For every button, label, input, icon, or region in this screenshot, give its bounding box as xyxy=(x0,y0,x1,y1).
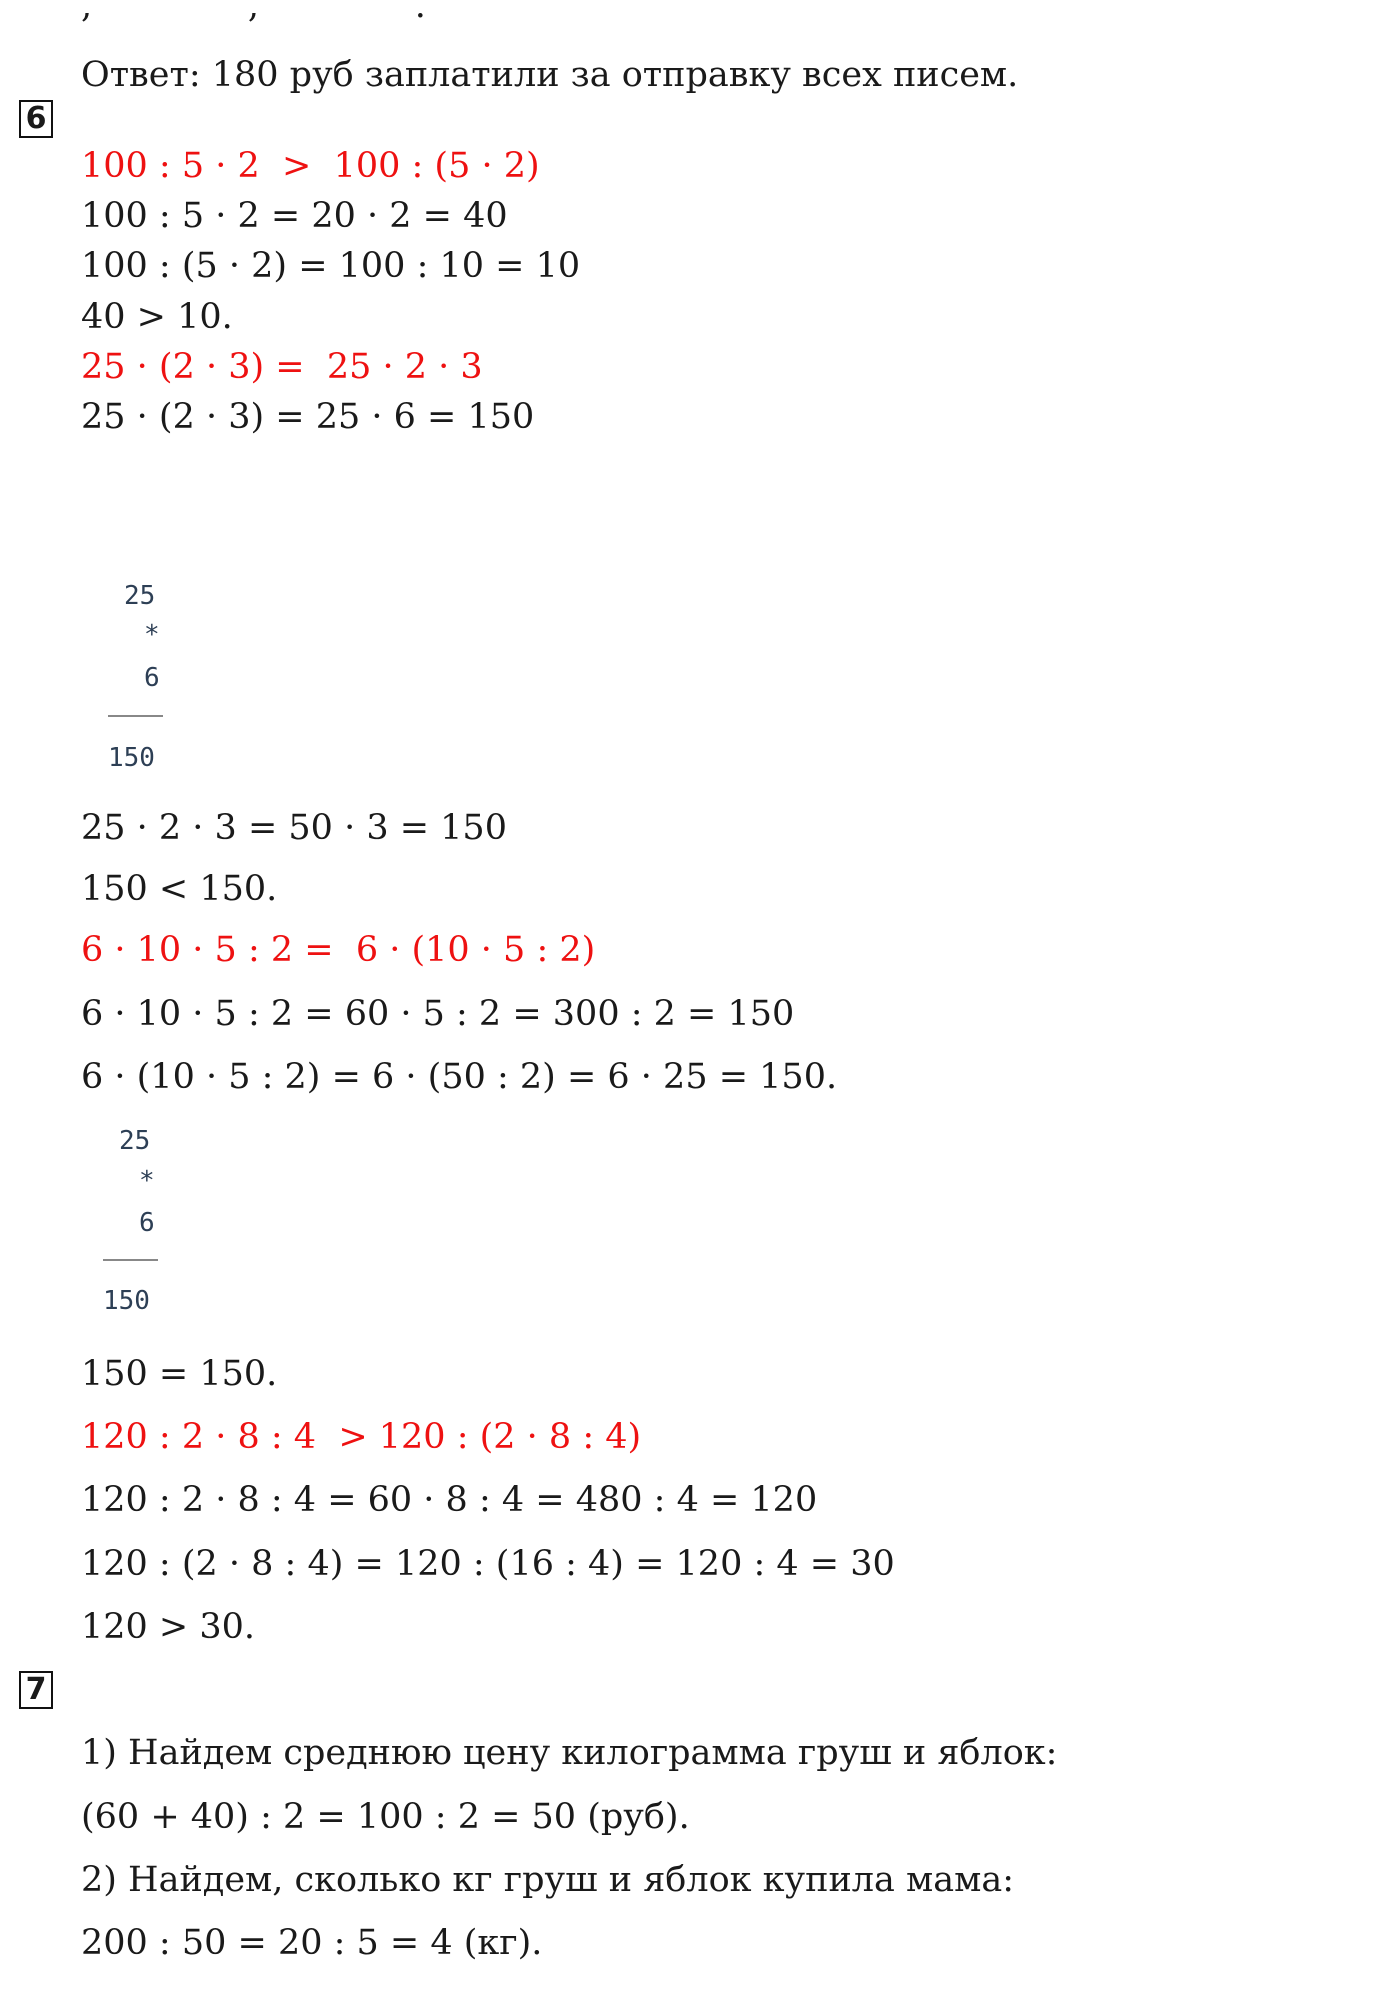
math-line: 120 > 30. xyxy=(81,1607,256,1647)
column-result: 150 xyxy=(103,1286,150,1316)
math-line: 100 : (5 · 2) = 100 : 10 = 10 xyxy=(81,246,581,286)
column-bottom-number: 6 xyxy=(144,663,160,693)
math-line: 120 : (2 · 8 : 4) = 120 : (16 : 4) = 120 : 4 = 30 xyxy=(81,1544,895,1584)
column-result: 150 xyxy=(108,743,155,773)
column-top-number: 25 xyxy=(124,581,156,611)
column-operator: * xyxy=(144,620,160,650)
math-line: 6 · 10 · 5 : 2 = 60 · 5 : 2 = 300 : 2 = 150 xyxy=(81,994,795,1034)
math-line: 120 : 2 · 8 : 4 = 60 · 8 : 4 = 480 : 4 = 120 xyxy=(81,1480,818,1520)
column-rule xyxy=(108,715,163,717)
column-rule xyxy=(103,1259,158,1261)
math-line: 200 : 50 = 20 : 5 = 4 (кг). xyxy=(81,1923,543,1963)
math-line: 150 < 150. xyxy=(81,869,278,909)
answer-line: Ответ: 180 руб заплатили за отправку всех писем. xyxy=(81,55,1019,95)
math-line: (60 + 40) : 2 = 100 : 2 = 50 (руб). xyxy=(81,1797,690,1837)
solution-step: 1) Найдем среднюю цену килограмма груш и яблок: xyxy=(81,1733,1058,1773)
task-number-6: 6 xyxy=(19,100,53,138)
task-number-7: 7 xyxy=(19,1671,53,1709)
comparison-red-2: 25 · (2 · 3) = 25 · 2 · 3 xyxy=(81,347,483,387)
math-line: 25 · (2 · 3) = 25 · 6 = 150 xyxy=(81,397,535,437)
math-line: 100 : 5 · 2 = 20 · 2 = 40 xyxy=(81,196,508,236)
comparison-red-4: 120 : 2 · 8 : 4 > 120 : (2 · 8 : 4) xyxy=(81,1417,642,1457)
math-line: 150 = 150. xyxy=(81,1354,278,1394)
column-operator: * xyxy=(139,1166,155,1196)
column-top-number: 25 xyxy=(119,1126,151,1156)
solution-step: 2) Найдем, сколько кг груш и яблок купила мама: xyxy=(81,1860,1014,1900)
math-line: 40 > 10. xyxy=(81,297,233,337)
math-line: 25 · 2 · 3 = 50 · 3 = 150 xyxy=(81,808,507,848)
comparison-red-3: 6 · 10 · 5 : 2 = 6 · (10 · 5 : 2) xyxy=(81,930,596,970)
comparison-red-1: 100 : 5 · 2 > 100 : (5 · 2) xyxy=(81,146,540,186)
column-bottom-number: 6 xyxy=(139,1208,155,1238)
math-line: 6 · (10 · 5 : 2) = 6 · (50 : 2) = 6 · 25 = 150. xyxy=(81,1057,838,1097)
cut-off-line: , , . xyxy=(81,0,426,26)
